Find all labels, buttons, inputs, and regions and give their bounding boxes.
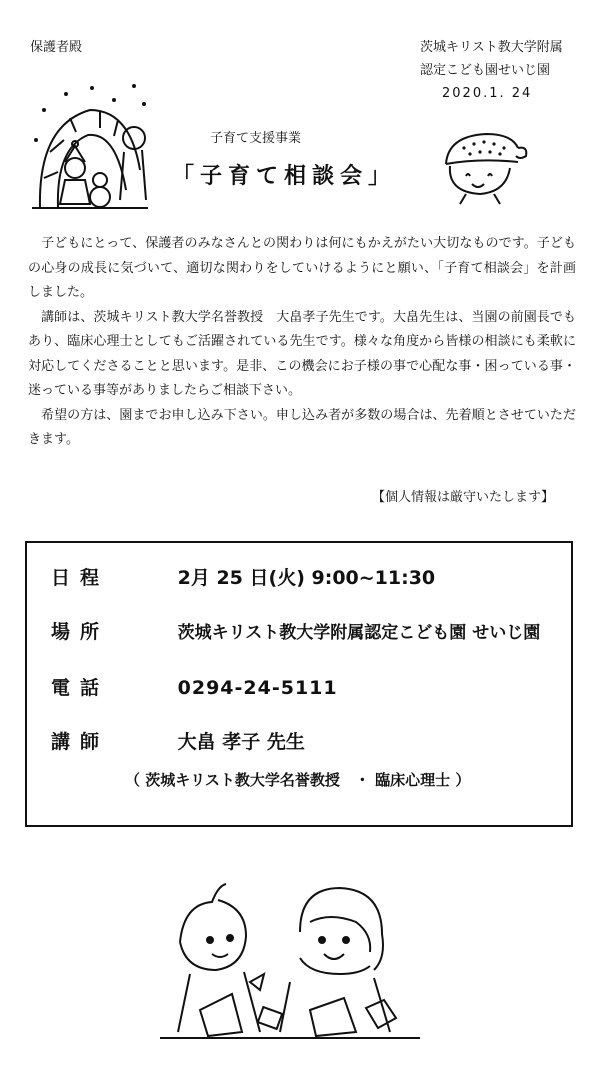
phone-row (51, 673, 338, 700)
recipient: 保護者殿 (30, 40, 83, 55)
event-subtitle: 子育て支援事業 (210, 131, 302, 146)
body-text (28, 232, 576, 453)
igloo-illustration (30, 80, 150, 220)
event-details-box (25, 541, 573, 827)
privacy-note: 【個人情報は厳守いたします】 (371, 490, 554, 505)
issue-date: 2020.1. 24 (442, 86, 533, 101)
lecturer-label: 講師 (51, 731, 110, 753)
schedule-label: 日程 (51, 567, 110, 589)
place-row (51, 617, 540, 644)
phone-value: 0294-24-5111 (177, 677, 338, 699)
lecturer-row (51, 727, 305, 754)
lecturer-value: 大畠 孝子 先生 (177, 731, 305, 753)
schedule-value: 2月 25 日(火) 9:00~11:30 (177, 567, 436, 589)
knit-hat-character-illustration (440, 128, 530, 208)
body-paragraph: 希望の方は、園までお申し込み下さい。申し込み者が多数の場合は、先着順とさせていただきます。 (28, 407, 576, 447)
phone-label: 電話 (51, 677, 110, 699)
issuer-school: 認定こども園せいじ園 (420, 63, 551, 78)
lecturer-credentials: （ 茨城キリスト教大学名誉教授 ・ 臨床心理士 ） (125, 771, 471, 789)
event-title: 「子育て相談会」 (172, 164, 397, 189)
origami-people-illustration (160, 882, 420, 1042)
place-label: 場所 (51, 621, 110, 643)
schedule-row (51, 563, 435, 590)
place-value: 茨城キリスト教大学附属認定こども園 せいじ園 (177, 623, 541, 643)
body-paragraph: 子どもにとって、保護者のみなさんとの関わりは何にもかえがたい大切なものです。子どもの心身の成長に気づいて、適切な関わりをしていけるようにと願い、「子育て相談会」を計画しました。 (28, 236, 576, 300)
issuer-organization: 茨城キリスト教大学附属 (420, 40, 563, 55)
issuer-block (420, 41, 578, 110)
body-paragraph: 講師は、茨城キリスト教大学名誉教授 大畠孝子先生です。大畠先生は、当園の前園長でもあり、臨床心理士としてもご活躍されている先生です。様々な角度から皆様の相談にも柔軟に対応してくださることと思います。是非、この機会にお子様の事で心配な事・困っている事・迷っている事等がありましたらご相談下さい。 (28, 309, 576, 398)
